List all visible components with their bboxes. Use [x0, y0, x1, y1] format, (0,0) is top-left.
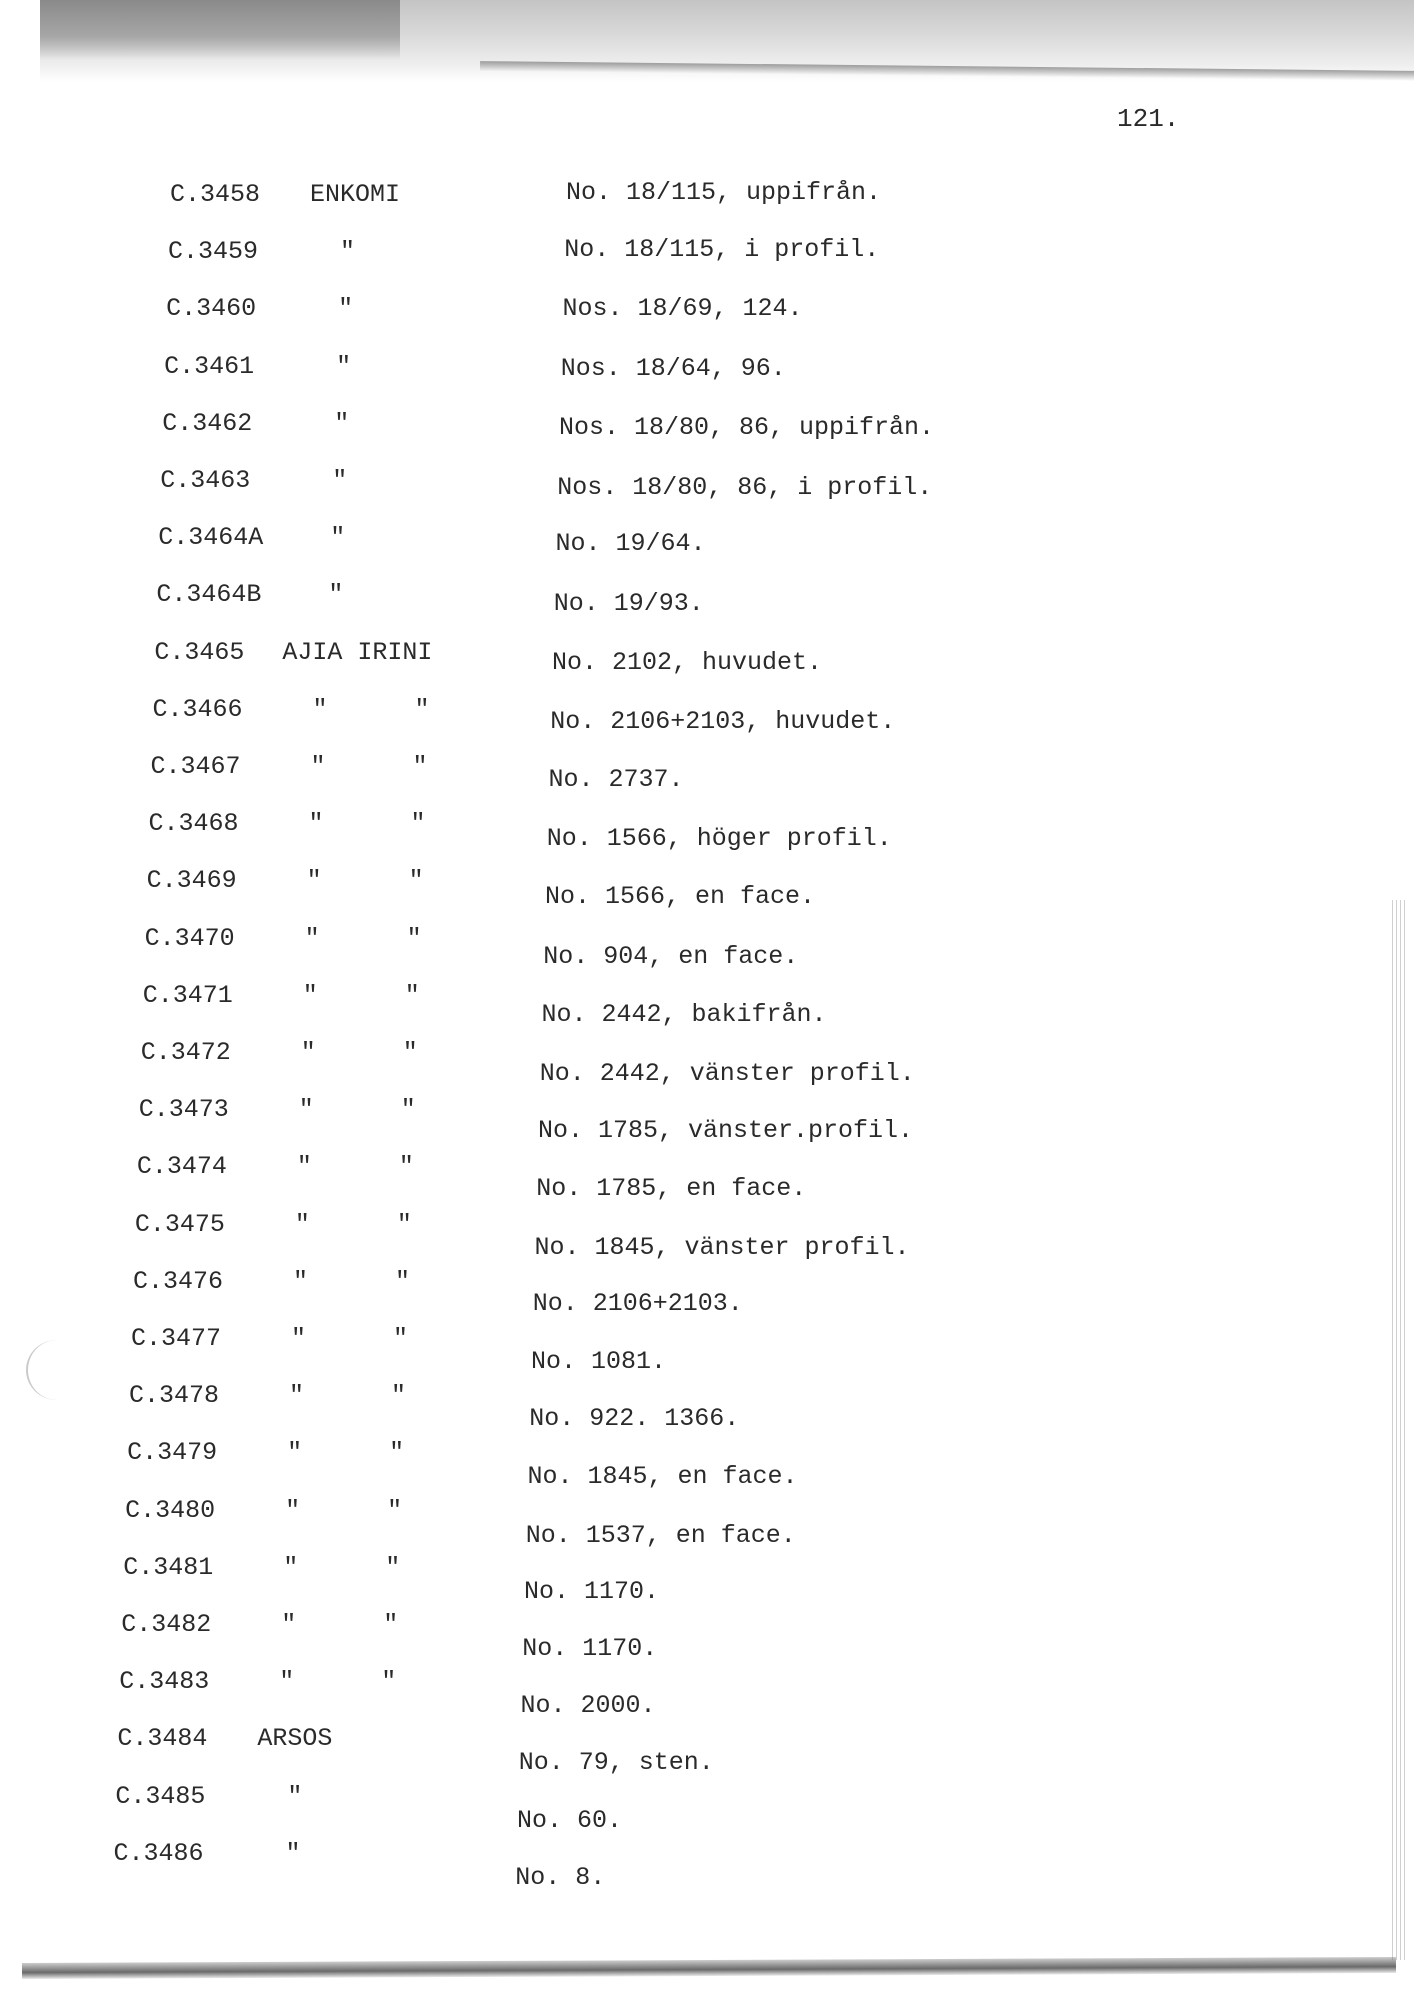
scan-right-edge-shadow: [1392, 900, 1406, 1960]
catalog-row: [140, 1038, 1341, 1088]
site-ditto-mark: ": [396, 1209, 412, 1239]
catalog-number: C.3482: [121, 1610, 212, 1639]
object-entry: No. 2102, huvudet.: [551, 647, 823, 677]
catalog-number: C.3459: [168, 237, 259, 267]
catalog-row: [121, 1610, 1321, 1663]
object-entry: No. 1566, en face.: [544, 882, 816, 912]
site-name: ": [332, 466, 348, 495]
object-entry: No. 18/115, uppifrån.: [566, 178, 882, 207]
site-ditto-mark: ": [389, 1438, 405, 1468]
object-entry: No. 79, sten.: [518, 1748, 714, 1778]
site-ditto-mark: ": [393, 1324, 409, 1353]
catalog-row: [158, 523, 1358, 563]
site-name: ": [296, 1152, 312, 1182]
site-name: ": [340, 237, 356, 267]
catalog-number: C.3460: [166, 294, 257, 324]
site-ditto-mark: ": [400, 1095, 416, 1125]
site-name: ": [283, 1552, 299, 1582]
object-entry: No. 1785, en face.: [536, 1174, 807, 1204]
site-name: ": [287, 1438, 303, 1468]
object-entry: No. 1081.: [531, 1347, 667, 1376]
site-name: ": [302, 980, 318, 1010]
catalog-row: [136, 1152, 1337, 1204]
catalog-row: [170, 180, 1370, 220]
object-entry: No. 1845, en face.: [527, 1462, 798, 1492]
catalog-number: C.3483: [119, 1667, 210, 1697]
catalog-row: [168, 237, 1368, 277]
site-ditto-mark: ": [410, 809, 426, 839]
site-ditto-mark: ": [402, 1038, 418, 1067]
object-entry: No. 2000.: [520, 1691, 656, 1721]
catalog-row: [154, 638, 1354, 678]
site-ditto-mark: ": [394, 1266, 410, 1296]
object-entry: No. 2442, vänster profil.: [539, 1059, 915, 1088]
catalog-row: [152, 695, 1352, 735]
catalog-number: C.3466: [152, 694, 243, 724]
site-ditto-mark: ": [383, 1610, 399, 1639]
site-name: ": [334, 408, 350, 438]
object-entry: Nos. 18/80, 86, i profil.: [557, 473, 933, 502]
site-name: ": [306, 866, 322, 896]
object-entry: Nos. 18/80, 86, uppifrån.: [558, 412, 935, 442]
object-entry: No. 2106+2103, huvudet.: [550, 706, 896, 736]
catalog-row: [151, 752, 1351, 792]
catalog-row: [119, 1667, 1319, 1721]
scan-bottom-edge-shadow: [22, 1957, 1396, 1979]
catalog-row: [113, 1838, 1313, 1892]
object-entry: Nos. 18/69, 124.: [562, 294, 803, 324]
site-ditto-mark: ": [408, 866, 424, 896]
site-ditto-mark: ": [398, 1152, 414, 1182]
catalog-row: [148, 809, 1349, 854]
site-name: ": [304, 923, 320, 953]
site-name: ENKOMI: [310, 180, 401, 209]
catalog-row: [117, 1724, 1317, 1778]
catalog-number: C.3458: [170, 180, 261, 209]
site-name: ": [328, 580, 344, 610]
catalog-number: C.3480: [125, 1495, 216, 1525]
catalog-row: [115, 1781, 1315, 1835]
site-name: ": [285, 1838, 301, 1868]
catalog-row: [134, 1209, 1335, 1262]
catalog-row: [146, 866, 1347, 912]
punch-hole-mark: [26, 1340, 88, 1400]
scan-top-edge-dark: [40, 0, 400, 60]
object-entry: No. 19/93.: [553, 589, 704, 619]
site-name: ARSOS: [257, 1724, 333, 1754]
site-name: ": [292, 1266, 308, 1296]
catalog-number: C.3464A: [158, 523, 264, 553]
catalog-row: [123, 1552, 1323, 1606]
catalog-row: [162, 409, 1362, 449]
site-name: ": [298, 1095, 314, 1125]
site-name: ": [300, 1038, 316, 1067]
site-name: ": [279, 1667, 295, 1697]
catalog-number: C.3463: [160, 466, 251, 495]
site-ditto-mark: ": [385, 1552, 401, 1582]
catalog-row: [129, 1381, 1329, 1434]
site-name: ": [336, 351, 352, 381]
catalog-number: C.3471: [142, 980, 233, 1010]
catalog-number: C.3462: [162, 408, 253, 438]
catalog-number: C.3469: [146, 866, 237, 896]
catalog-row: [144, 923, 1345, 971]
object-entry: No. 2442, bakifrån.: [541, 999, 827, 1029]
catalog-number: C.3477: [131, 1324, 222, 1353]
catalog-number: C.3470: [144, 923, 235, 953]
object-entry: No. 922. 1366.: [529, 1404, 740, 1434]
site-ditto-mark: ": [391, 1381, 407, 1411]
object-entry: No. 8.: [515, 1862, 606, 1892]
site-name: ": [285, 1495, 301, 1525]
catalog-number: C.3478: [129, 1381, 220, 1411]
site-ditto-mark: ": [387, 1495, 403, 1525]
catalog-number: C.3476: [132, 1266, 223, 1296]
catalog-number: C.3484: [117, 1724, 208, 1754]
site-name: ": [294, 1209, 310, 1239]
catalog-row: [127, 1438, 1327, 1492]
catalog-number: C.3473: [138, 1095, 229, 1125]
object-entry: No. 904, en face.: [543, 941, 799, 971]
object-entry: No. 2737.: [548, 765, 684, 794]
catalog-number: C.3485: [115, 1781, 206, 1811]
site-name: ": [289, 1381, 305, 1411]
object-entry: No. 1845, vänster profil.: [534, 1232, 910, 1262]
catalog-row: [131, 1324, 1331, 1376]
catalog-row: [164, 352, 1364, 392]
catalog-row: [166, 294, 1366, 334]
catalog-row: [138, 1095, 1339, 1146]
catalog-number: C.3479: [127, 1438, 218, 1468]
site-name: ": [338, 294, 354, 324]
catalog-number: C.3465: [154, 637, 245, 667]
site-ditto-mark: ": [412, 752, 428, 781]
site-name: AJIA IRINI: [282, 637, 433, 667]
object-entry: No. 1170.: [522, 1634, 658, 1663]
catalog-number: C.3467: [150, 752, 241, 781]
catalog-row: [132, 1266, 1333, 1318]
object-entry: No. 60.: [516, 1805, 623, 1835]
catalog-row: [125, 1495, 1325, 1550]
catalog-number: C.3475: [134, 1209, 225, 1239]
site-name: ": [291, 1324, 307, 1353]
object-entry: No. 1537, en face.: [525, 1520, 796, 1550]
object-entry: No. 1785, vänster.profil.: [537, 1116, 914, 1146]
catalog-number: C.3472: [140, 1038, 231, 1067]
site-name: ": [312, 694, 328, 724]
catalog-number: C.3486: [113, 1838, 204, 1868]
site-ditto-mark: ": [404, 980, 420, 1010]
catalog-row: [156, 580, 1356, 620]
catalog-number: C.3461: [164, 351, 255, 381]
site-name: ": [287, 1781, 303, 1811]
site-name: ": [330, 523, 346, 553]
site-name: ": [281, 1610, 297, 1639]
catalog-row: [142, 980, 1343, 1029]
object-entry: Nos. 18/64, 96.: [560, 353, 786, 383]
object-entry: No. 18/115, i profil.: [564, 235, 880, 265]
site-ditto-mark: ": [381, 1667, 397, 1697]
catalog-row: [160, 466, 1360, 506]
site-ditto-mark: ": [414, 694, 430, 724]
site-name: ": [308, 809, 324, 839]
site-name: ": [310, 752, 326, 781]
object-entry: No. 19/64.: [555, 529, 706, 559]
site-ditto-mark: ": [406, 923, 422, 953]
catalog-number: C.3474: [136, 1152, 227, 1182]
catalog-number: C.3481: [123, 1552, 214, 1582]
object-entry: No. 1566, höger profil.: [546, 824, 892, 854]
catalog-number: C.3468: [148, 809, 239, 839]
object-entry: No. 2106+2103.: [532, 1288, 743, 1318]
object-entry: No. 1170.: [523, 1576, 660, 1606]
page-number: 121.: [1117, 104, 1180, 134]
catalog-number: C.3464B: [156, 580, 262, 610]
